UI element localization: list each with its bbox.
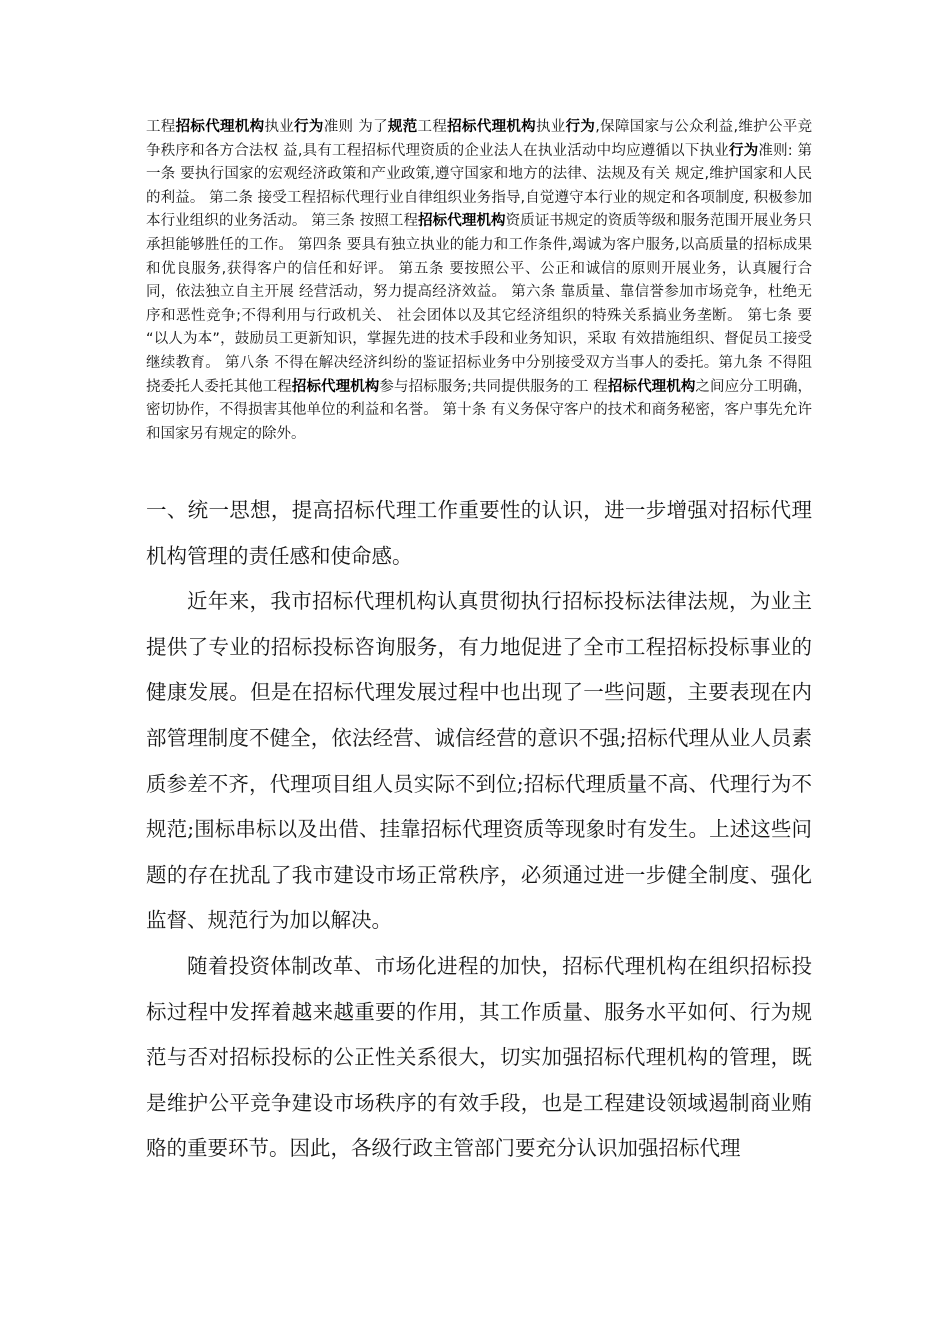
intro-segment: 工程	[146, 119, 176, 135]
intro-segment: 资质证书规定的资质等级和服务范围开展业务只承担能够胜任的工作。 第四条 要具有独立执业的能力和工作条件,竭诚为客户服务,以高质量的招标成果和优良服务,获得客户的信任和好评。 第五条 要按照公平、公正和诚信的原则开展业务，认真履行合同，依法独立自主开展 经营活动，努力提高经济效益。 第六条 靠质量、靠信誉参加市场竞争，杜绝无序和恶性竞争;不得利用与行政机关、 社会团体以及其它经济组织的特殊关系搞业务垄断。 第七条 要 “以人为本”，鼓励员工更新知识，掌握先进的技术手段和业务知识，采取 有效措施组织、督促员工接受继续教育。 第八条 不得在解决经济纠纷的鉴证招标业务中分别接受双方当事人的委托。第九条 不得阻挠委托人委托其他工程	[146, 213, 813, 395]
intro-keyword: 规范	[387, 119, 418, 135]
intro-segment: 执业	[536, 119, 566, 135]
intro-keyword: 行为	[729, 142, 759, 159]
intro-keyword: 招标代理机构	[447, 119, 536, 135]
intro-segment: 准则: 第一条 要执行国家的宏观经济政策和产业政策,遵守国家和地方的法律、法规及有关 规定,维护国家和人民的利益。 第二条 接受工程招标代理行业自律组织业务指导,自觉遵守本行业的规定和各项制度, 积极参加本行业组织的业务活动。 第三条 按照工程	[146, 142, 813, 230]
body-paragraph-1: 近年来，我市招标代理机构认真贯彻执行招标投标法律法规，为业主提供了专业的招标投标咨询服务，有力地促进了全市工程招标投标事业的健康发展。但是在招标代理发展过程中也出现了一些问题，主要表现在内部管理制度不健全，依法经营、诚信经营的意识不强;招标代理从业人员素质参差不齐，代理项目组人员实际不到位;招标代理质量不高、代理行为不规范;围标串标以及出借、挂靠招标代理资质等现象时有发生。上述这些问题的存在扰乱了我市建设市场正常秩序，必须通过进一步健全制度、强化监督、规范行为加以解决。	[146, 589, 812, 933]
intro-segment: 之间应分工明确，密切协作，不得损害其他单位的利益和名誉。 第十条 有义务保守客户的技术和商务秘密，客户事先允许和国家另有规定的除外。	[146, 378, 813, 442]
section-heading: 一、统一思想，提高招标代理工作重要性的认识，进一步增强对招标代理机构管理的责任感和使命感。	[146, 498, 812, 568]
intro-segment: 工程	[417, 119, 448, 135]
intro-keyword: 招标代理机构	[607, 378, 696, 395]
intro-segment: 参与招标服务;共同提供服务的工 程	[379, 378, 608, 395]
intro-paragraph	[146, 116, 812, 446]
intro-segment: 执业	[264, 119, 295, 135]
intro-segment: 准则 为了	[323, 119, 388, 135]
intro-keyword: 招标代理机构	[418, 213, 506, 230]
main-body	[146, 488, 812, 1172]
intro-keyword: 行为	[565, 119, 596, 135]
intro-keyword: 招标代理机构	[175, 119, 265, 135]
intro-segment: ,保障国家与公众利益,维护公平竞争秩序和各方合法权 益,具有工程招标代理资质的企业法人在执业活动中均应遵循以下执业	[146, 119, 813, 159]
intro-keyword: 行为	[294, 119, 324, 135]
body-paragraph-2: 随着投资体制改革、市场化进程的加快，招标代理机构在组织招标投标过程中发挥着越来越重要的作用，其工作质量、服务水平如何、行为规范与否对招标投标的公正性关系很大，切实加强招标代理机构的管理，既是维护公平竞争建设市场秩序的有效手段，也是工程建设领域遏制商业贿赂的重要环节。因此，各级行政主管部门要充分认识加强招标代理	[146, 953, 812, 1161]
intro-keyword: 招标代理机构	[291, 378, 380, 395]
